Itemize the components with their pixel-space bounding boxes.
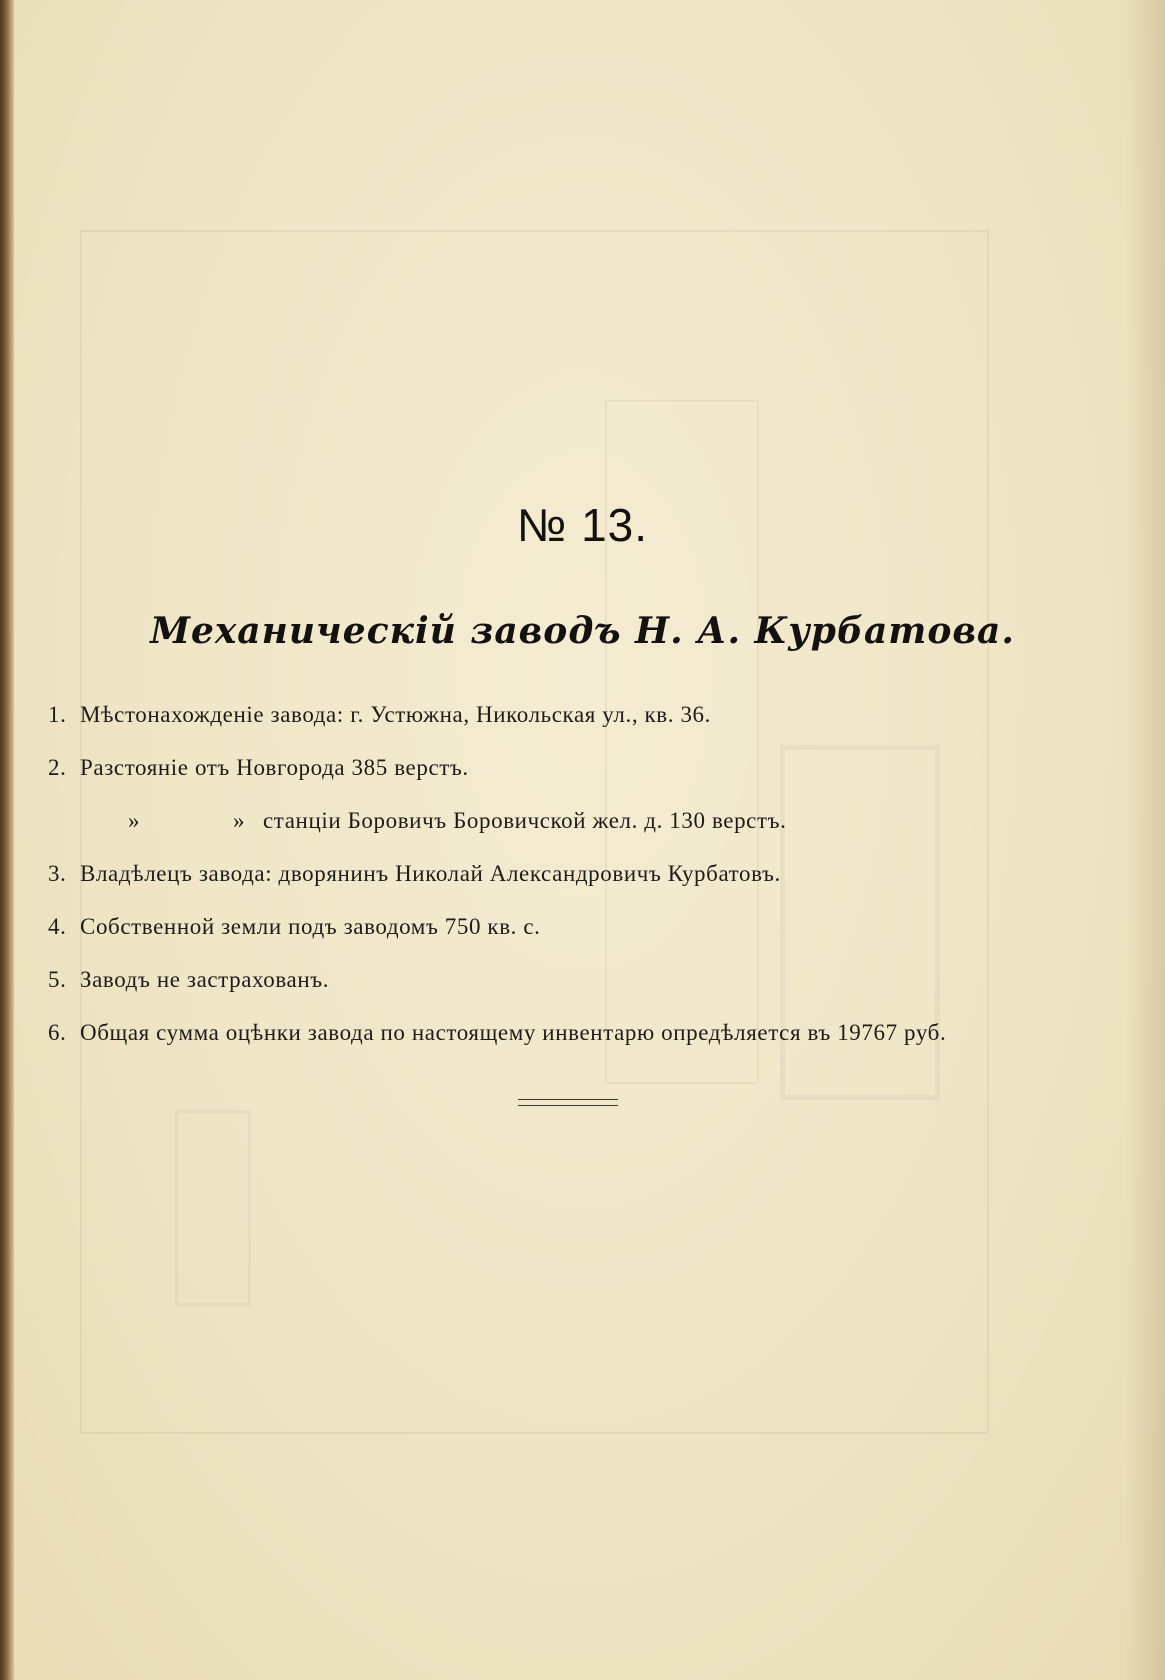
item-number: 4. [48, 914, 67, 939]
list-item [48, 861, 781, 887]
list-item [48, 1020, 946, 1046]
list-item [48, 914, 541, 940]
ditto-mark: » [128, 808, 141, 833]
item-text: Собственной земли подъ заводомъ 750 кв. с. [80, 914, 541, 939]
item-text: Мѣстонахожденіе завода: г. Устюжна, Никольская ул., кв. 36. [80, 702, 712, 727]
item-number: 2. [48, 755, 67, 780]
book-spine [0, 0, 14, 1680]
list-item [128, 808, 786, 834]
item-text: Разстояніе отъ Новгорода 385 верстъ. [80, 755, 469, 780]
item-text: станціи Боровичъ Боровичской жел. д. 130 верстъ. [263, 808, 787, 833]
item-number: 6. [48, 1020, 67, 1045]
item-number: 1. [48, 702, 67, 727]
entry-number: № 13. [516, 499, 649, 551]
list-item [48, 755, 469, 781]
entry-title: Механическій заводъ Н. А. Курбатова. [150, 610, 1015, 652]
item-number: 5. [48, 967, 67, 992]
item-text: Общая сумма оцѣнки завода по настоящему инвентарю опредѣляется въ 19767 руб. [80, 1020, 947, 1045]
list-item [48, 967, 329, 993]
item-number: 3. [48, 861, 67, 886]
page-edge-shadow [1125, 0, 1165, 1680]
double-rule-divider [518, 1099, 618, 1106]
show-through-frame [780, 745, 940, 1100]
ditto-mark: » [233, 808, 246, 833]
list-item [48, 702, 711, 728]
show-through-frame [175, 1110, 251, 1306]
item-text: Заводъ не застрахованъ. [80, 967, 330, 992]
item-text: Владѣлецъ завода: дворянинъ Николай Александровичъ Курбатовъ. [80, 861, 781, 886]
